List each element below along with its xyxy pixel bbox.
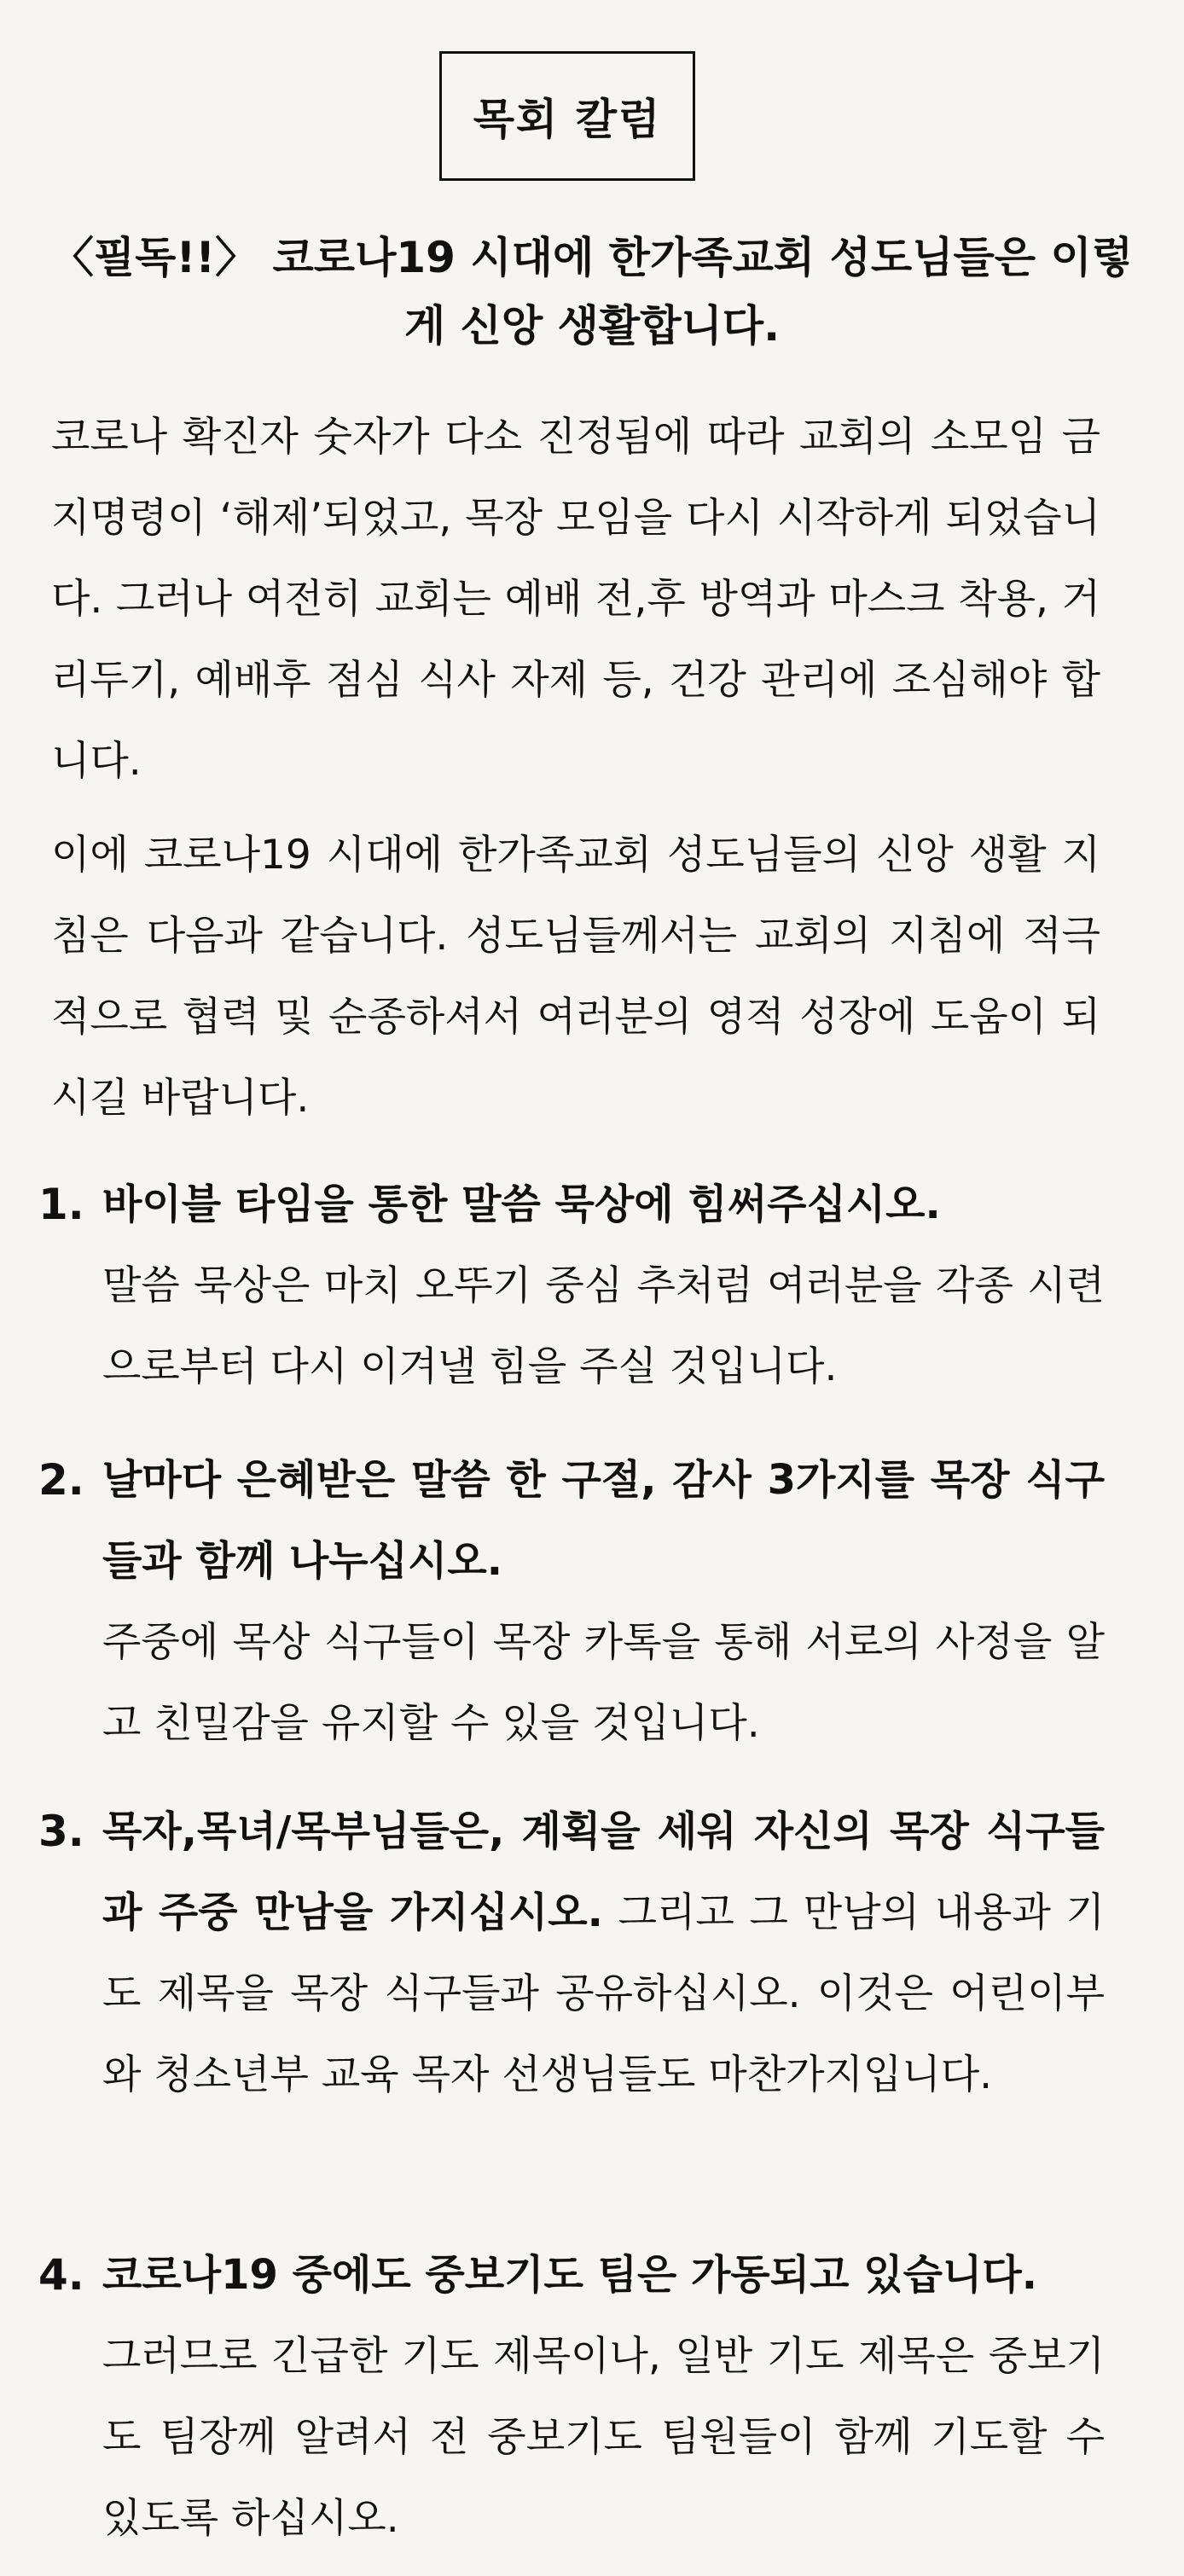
list-item (38, 1164, 1105, 1407)
item-number: 3. (38, 1807, 84, 1856)
list-item (38, 1791, 1105, 2115)
guideline-paragraph: 이에 코로나19 시대에 한가족교회 성도님들의 신앙 생활 지침은 다음과 같습니다. 성도님들께서는 교회의 지침에 적극적으로 협력 및 순종하셔서 여러분의 영적 성장에 도움이 되시길 바랍니다. (51, 832, 1100, 1122)
column-title: 목회 칼럼 (439, 51, 695, 181)
item-heading: 날마다 은혜받은 말씀 한 구절, 감사 3가지를 목장 식구들과 함께 나누십시오. (102, 1456, 1105, 1585)
item-text: 그리고 그 만남의 내용과 기도 제목을 목장 식구들과 공유하십시오. 이것은 어린이부와 청소년부 교육 목자 선생님들도 마찬가지입니다. (102, 1889, 1105, 2098)
headline: 〈필독!!〉 코로나19 시대에 한가족교회 성도님들은 이렇게 신앙 생활합니다. (50, 233, 1134, 351)
item-number: 2. (38, 1455, 84, 1505)
item-heading: 목자,목녀/목부님들은, 계획을 세워 자신의 목장 식구들과 주중 만남을 가지십시오. (102, 1807, 1105, 1936)
list-item (38, 2235, 1105, 2559)
list-item (38, 1440, 1105, 1764)
item-text: 주중에 목상 식구들이 목장 카톡을 통해 서로의 사정을 알고 친밀감을 유지할 수 있을 것입니다. (102, 1619, 1105, 1747)
intro-paragraph: 코로나 확진자 숫자가 다소 진정됨에 따라 교회의 소모임 금지명령이 ‘해제’되었고, 목장 모임을 다시 시작하게 되었습니다. 그러나 여전히 교회는 예배 전,후 방역과 마스크 착용, 거리두기, 예배후 점심 식사 자제 등, 건강 관리에 조심해야 합니다. (51, 414, 1100, 785)
item-text: 말씀 묵상은 마치 오뚜기 중심 추처럼 여러분을 각종 시련으로부터 다시 이겨낼 힘을 주실 것입니다. (102, 1262, 1105, 1390)
item-number: 1. (38, 1180, 84, 1229)
item-text: 그러므로 긴급한 기도 제목이나, 일반 기도 제목은 중보기도 팀장께 알려서 전 중보기도 팀원들이 함께 기도할 수 있도록 하십시오. (102, 2333, 1105, 2542)
item-heading: 바이블 타임을 통한 말씀 묵상에 힘써주십시오. (102, 1181, 941, 1228)
item-heading: 코로나19 중에도 중보기도 팀은 가동되고 있습니다. (102, 2251, 1037, 2299)
item-number: 4. (38, 2250, 84, 2300)
